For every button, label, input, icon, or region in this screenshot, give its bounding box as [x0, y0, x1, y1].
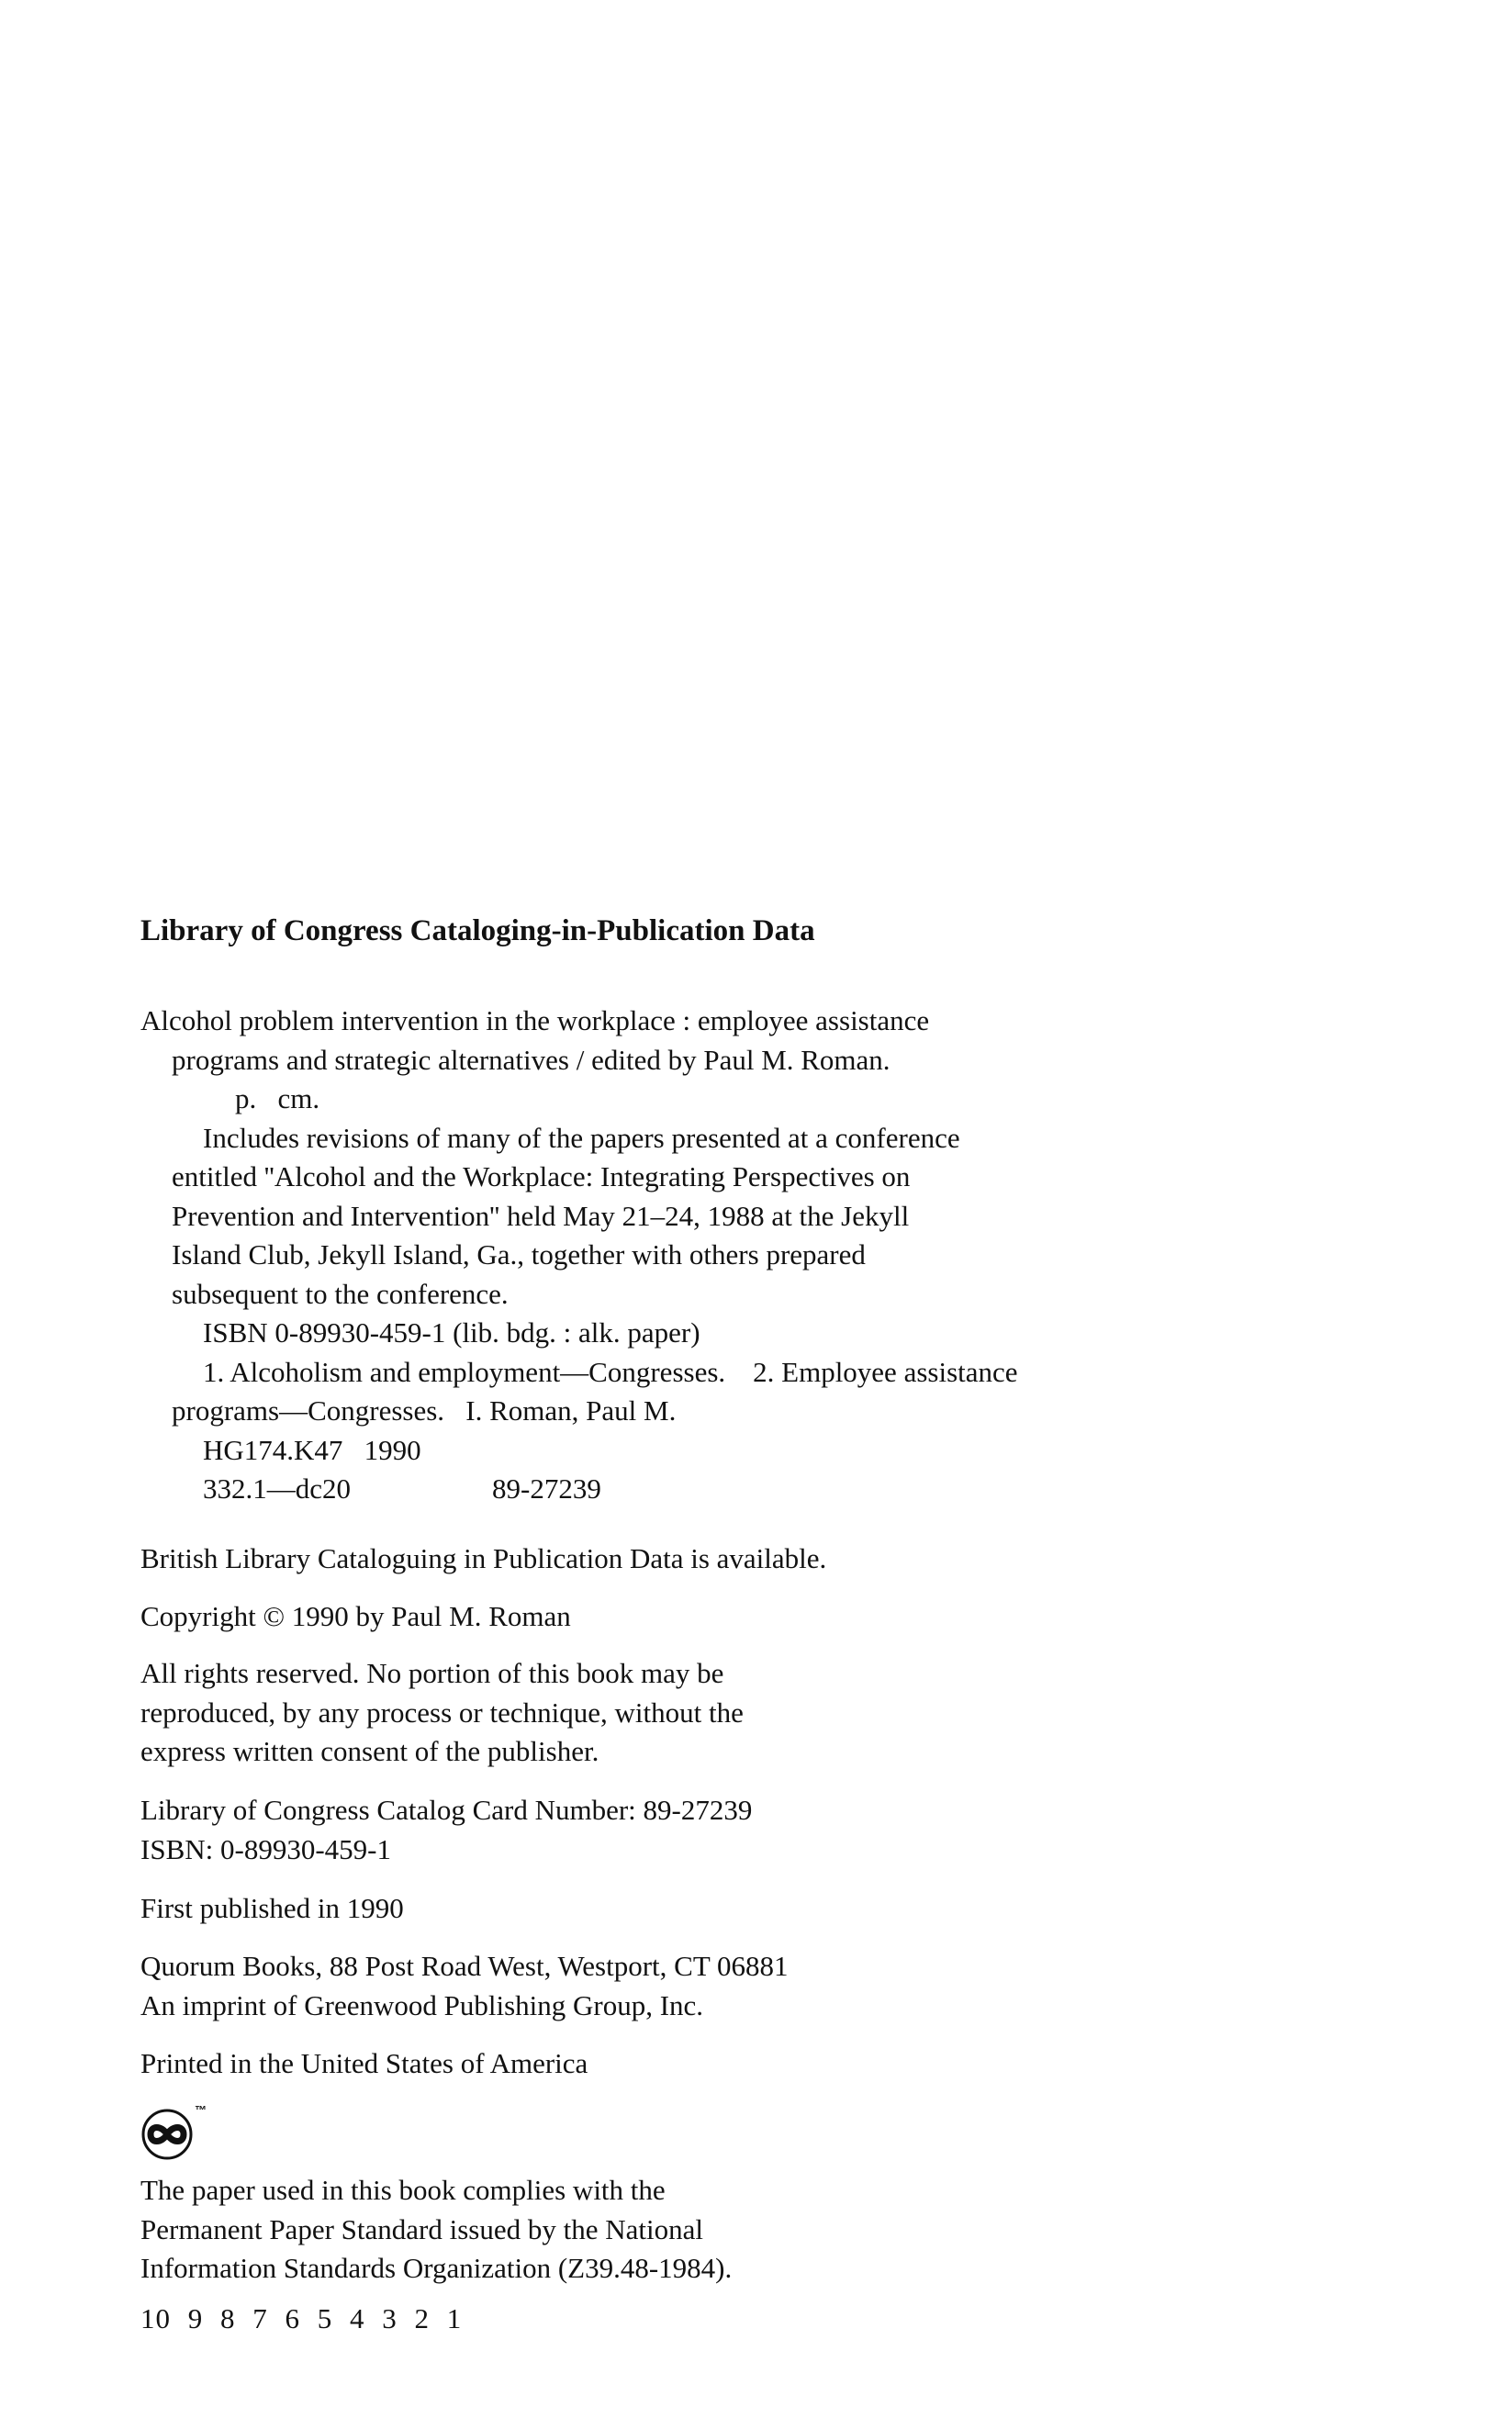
cip-record	[140, 1002, 1334, 1509]
cip-note-line-2: entitled ''Alcohol and the Workplace: Integrating Perspectives on	[172, 1160, 911, 1192]
first-published: First published in 1990	[140, 1892, 404, 1924]
paper-notice-line-2: Permanent Paper Standard issued by the National	[140, 2212, 703, 2245]
cip-title-line-2: programs and strategic alternatives / edited by Paul M. Roman.	[172, 1043, 890, 1076]
rights-line-3: express written consent of the publisher.	[140, 1735, 599, 1767]
cip-subject-1: 1. Alcoholism and employment—Congresses.	[203, 1355, 726, 1388]
cip-subjects-line-1	[140, 1353, 1334, 1393]
printed-in: Printed in the United States of America	[140, 2047, 588, 2079]
rights-line-1: All rights reserved. No portion of this book may be	[140, 1657, 724, 1689]
cip-dewey: 332.1—dc20	[203, 1472, 352, 1505]
infinity-logo-svg	[138, 2099, 211, 2164]
cip-classification-line	[140, 1470, 1334, 1509]
cip-pagination: p. cm.	[235, 1082, 320, 1114]
publisher-imprint: An imprint of Greenwood Publishing Group, Inc.	[140, 1988, 704, 2021]
cip-lccn: 89-27239	[492, 1472, 601, 1505]
copyright-line: Copyright © 1990 by Paul M. Roman	[140, 1600, 571, 1632]
publisher-info	[140, 1947, 1334, 2025]
publisher-address: Quorum Books, 88 Post Road West, Westport, CT 06881	[140, 1950, 789, 1982]
cip-isbn: ISBN 0-89930-459-1 (lib. bdg. : alk. paper)	[203, 1316, 700, 1349]
cip-note-line-5: subsequent to the conference.	[172, 1277, 509, 1310]
rights-line-2: reproduced, by any process or technique, without the	[140, 1696, 744, 1729]
cip-title-line-1: Alcohol problem intervention in the workplace : employee assistance	[140, 1004, 930, 1036]
paper-notice-line-3: Information Standards Organization (Z39.48-1984).	[140, 2252, 733, 2284]
cip-heading: Library of Congress Cataloging-in-Publication Data	[140, 914, 815, 947]
catalog-card-number: Library of Congress Catalog Card Number: 89-27239	[140, 1794, 753, 1826]
catalog-info	[140, 1791, 1334, 1869]
british-library-note: British Library Cataloguing in Publication Data is available.	[140, 1542, 827, 1574]
paper-notice-line-1: The paper used in this book complies with the	[140, 2174, 666, 2206]
cip-subject-2: 2. Employee assistance	[753, 1355, 1018, 1388]
cip-note-line-4: Island Club, Jekyll Island, Ga., together with others prepared	[172, 1238, 866, 1271]
infinity-permanent-paper-icon	[138, 2099, 211, 2164]
printing-numbers: 10 9 8 7 6 5 4 3 2 1	[140, 2302, 463, 2334]
catalog-isbn: ISBN: 0-89930-459-1	[140, 1832, 391, 1865]
cip-note-line-3: Prevention and Intervention'' held May 21–24, 1988 at the Jekyll	[172, 1199, 910, 1232]
paper-notice	[140, 2171, 1334, 2289]
rights-notice	[140, 1654, 1334, 1772]
cip-call-number: HG174.K47 1990	[203, 1433, 421, 1466]
cip-subjects-line-2: programs—Congresses. I. Roman, Paul M.	[172, 1394, 677, 1427]
trademark-mark: ™	[195, 2103, 207, 2117]
cip-note-line-1: Includes revisions of many of the papers presented at a conference	[203, 1121, 960, 1154]
